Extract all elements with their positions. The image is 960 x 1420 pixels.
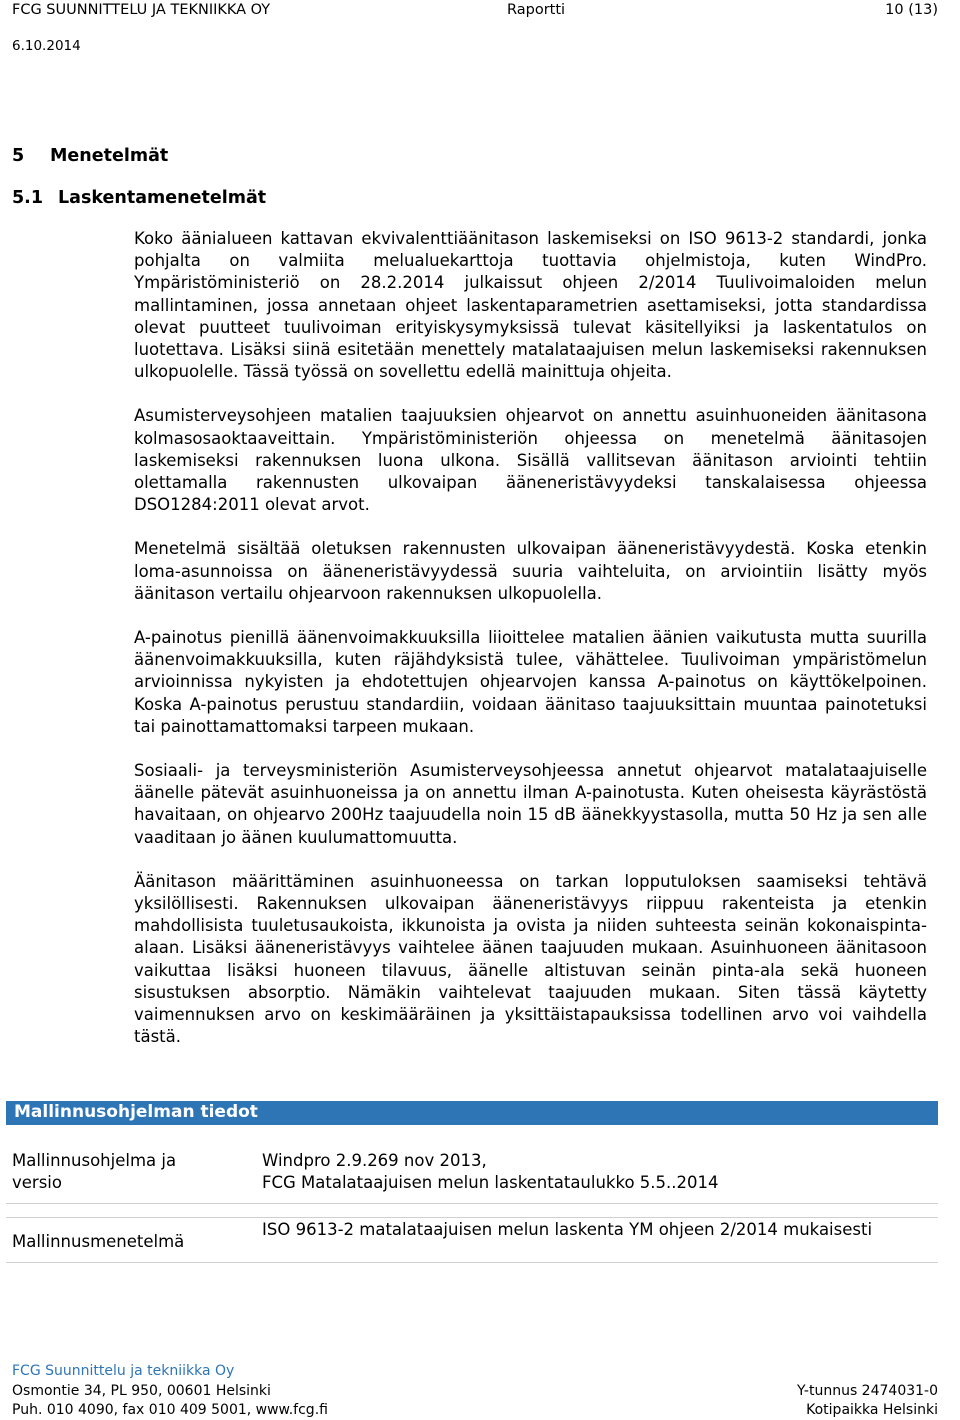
model-row-value <box>262 1219 932 1241</box>
model-row-label: Mallinnusmenetelmä <box>12 1232 185 1251</box>
model-row-value-line: FCG Matalataajuisen melun laskentataulukko 5.5..2014 <box>262 1173 719 1192</box>
footer-address: Osmontie 34, PL 950, 00601 Helsinki <box>12 1383 271 1399</box>
model-box-title: Mallinnusohjelman tiedot <box>14 1102 258 1122</box>
paragraph: Koko äänialueen kattavan ekvivalenttiäänitason laskemiseksi on ISO 9613-2 standardi, jonka pohjalta on valmiita melualuekarttoja tuottavia ohjelmistoja, kuten WindPro. Ympäristöministeriö on 28.2.2014 julkaissut ohjeen 2/2014 Tuulivoimaloiden melun mallintaminen, jossa annetaan ohjeet laskentaparametrien asettamiseksi, jotta standardissa olevat puutteet tuulivoiman erityiskysymyksissä tulevat käsitellyiksi ja laskentatulos on luotettava. Lisäksi siinä esitetään menettely matalataajuisen melun laskemiseksi rakennuksen ulkopuolelle. Tässä työssä on sovellettu edellä mainittuja ohjeita. <box>134 229 927 382</box>
footer-contact: Puh. 010 4090, fax 010 409 5001, www.fcg.fi <box>12 1402 328 1418</box>
paragraph: Sosiaali- ja terveysministeriön Asumisterveysohjeessa annetut ohjearvot matalataajuiselle äänelle pätevät asuinhuoneissa ja on annettu ilman A-painotusta. Kuten oheisesta käyrästöstä havaitaan, on ohjearvo 200Hz taajuudella noin 15 dB äänekkyystasolla, mutta 50 Hz ja sen alle vaaditaan jo äänen kuulumattomuutta. <box>134 761 927 847</box>
paragraph: Äänitason määrittäminen asuinhuoneessa on tarkan lopputuloksen saamiseksi tehtävä yksilöllisesti. Rakennuksen ulkovaipan ääneneristävyys riippuu rakenteista ja etenkin mahdollisista tuuletusaukoista, ikkunoista ja ovista ja niiden suhteesta seinän kokonaispinta-alaan. Lisäksi ääneneristävyys vaihtelee äänen taajuuden mukaan. Asuinhuoneen äänitasoon vaikuttaa lisäksi huoneen tilavuus, äänelle altistuvan seinän pinta-ala sekä huoneen sisustuksen absorptio. Nämäkin vaihtelevat taajuuden mukaan. Siten tässä käytetty vaimennuksen arvo on keskimääräinen ja yksittäistapauksissa todellinen arvo voi vaihdella tästä. <box>134 871 927 1047</box>
model-row-label: Mallinnusohjelma ja versio <box>12 1151 177 1192</box>
section-heading <box>12 146 168 166</box>
section-number: 5 <box>12 146 25 166</box>
row-divider <box>6 1203 938 1204</box>
footer-line <box>12 1402 948 1418</box>
footer-business-id: Y-tunnus 2474031-0 <box>797 1383 938 1399</box>
subsection-heading <box>12 188 266 208</box>
paragraph: A-painotus pienillä äänenvoimakkuuksilla liioittelee matalien äänien vaikutusta mutta suurilla äänenvoimakkuuksilla, kuten räjähdyksistä tulee, vähättelee. Tuulivoiman ympäristömelun arvioinnissa nykyisten ja ehdotettujen ohjearvojen kanssa A-painotus on käyttökelpoinen. Koska A-painotus perustuu standardiin, voidaan äänitaso taajuuksittain muuntaa painotetuksi tai painottamattomaksi tarpeen mukaan. <box>134 628 927 736</box>
footer-domicile: Kotipaikka Helsinki <box>806 1402 938 1418</box>
model-row-value <box>262 1150 932 1194</box>
footer-line <box>12 1383 948 1399</box>
row-divider <box>6 1262 938 1263</box>
subsection-title: Laskentamenetelmät <box>58 188 267 208</box>
paragraph: Menetelmä sisältää oletuksen rakennusten ulkovaipan ääneneristävyydestä. Koska etenkin loma-asunnoissa on ääneneristävyydessä suuria vaihteluita, on arviointiin lisätty myös äänitason vertailu ohjearvoon rakennuksen ulkopuolella. <box>134 539 927 603</box>
model-row-value-line: ISO 9613-2 matalataajuisen melun laskenta YM ohjeen 2/2014 mukaisesti <box>262 1220 873 1239</box>
subsection-number: 5.1 <box>12 188 44 208</box>
header-page-number: 10 (13) <box>885 2 938 18</box>
paragraph: Asumisterveysohjeen matalien taajuuksien ohjearvot on annettu asuinhuoneiden äänitasona kolmasosaoktaaveittain. Ympäristöministeriön ohjeessa on menetelmä äänitasojen laskemiseksi rakennuksen luona ulkona. Sisällä vallitsevan äänitason arviointi tehtiin olettamalla rakennusten ulkovaipan ääneneristävyydeksi tanskalaisessa ohjeessa DSO1284:2011 olevat arvot. <box>134 406 927 515</box>
model-row-value-line: Windpro 2.9.269 nov 2013, <box>262 1151 487 1170</box>
header-company: FCG SUUNNITTELU JA TEKNIIKKA OY <box>12 2 271 18</box>
header-date: 6.10.2014 <box>12 38 81 54</box>
section-title: Menetelmät <box>50 146 169 166</box>
header-doc-type: Raportti <box>507 2 566 18</box>
model-box-header <box>6 1101 938 1125</box>
row-divider <box>6 1217 938 1218</box>
page-header <box>12 0 948 26</box>
body-text <box>134 228 927 1071</box>
footer-company: FCG Suunnittelu ja tekniikka Oy <box>12 1363 235 1379</box>
